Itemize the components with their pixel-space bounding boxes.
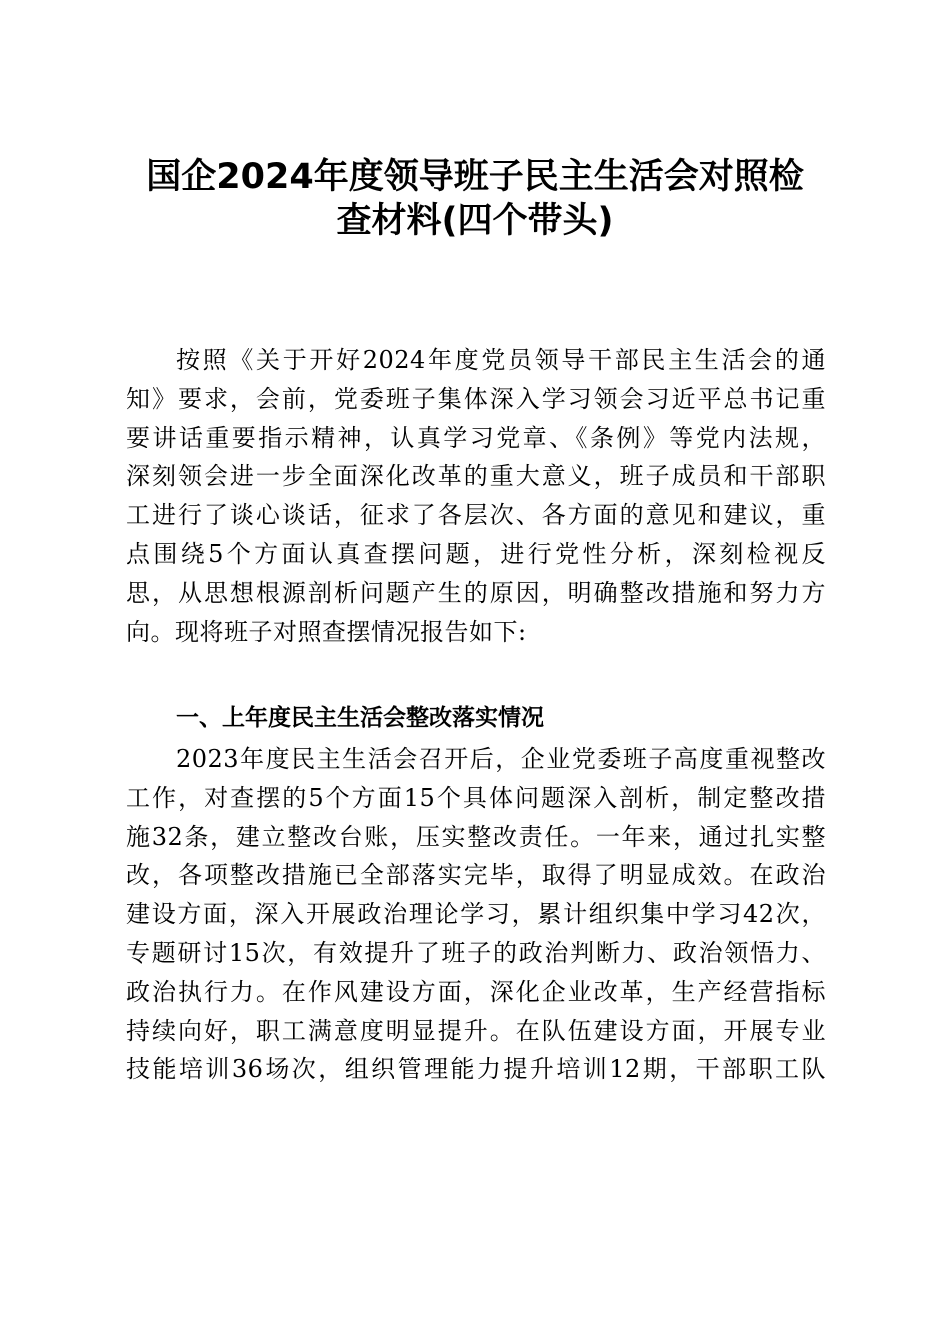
paragraph-line: 改，各项整改措施已全部落实完毕，取得了明显成效。在政治 [126, 861, 826, 890]
paragraph-line: 工进行了谈心谈话，征求了各层次、各方面的意见和建议，重 [126, 501, 826, 530]
paragraph-line: 点围绕5个方面认真查摆问题，进行党性分析，深刻检视反 [126, 539, 826, 568]
paragraph-line: 思，从思想根源剖析问题产生的原因，明确整改措施和努力方 [126, 578, 826, 607]
document-title-line-1: 国企2024年度领导班子民主生活会对照检 [146, 157, 804, 197]
section-heading-1: 一、上年度民主生活会整改落实情况 [176, 705, 544, 731]
section-1-paragraph [126, 740, 826, 1089]
paragraph-line: 2023年度民主生活会召开后，企业党委班子高度重视整改 [176, 745, 826, 773]
paragraph-line: 向。现将班子对照查摆情况报告如下: [126, 617, 527, 646]
paragraph-line: 持续向好，职工满意度明显提升。在队伍建设方面，开展专业 [126, 1016, 826, 1045]
intro-paragraph [126, 341, 826, 651]
paragraph-line: 按照《关于开好2024年度党员领导干部民主生活会的通 [176, 346, 826, 374]
paragraph-line: 建设方面，深入开展政治理论学习，累计组织集中学习42次， [126, 900, 826, 929]
paragraph-line: 深刻领会进一步全面深化改革的重大意义，班子成员和干部职 [126, 462, 826, 491]
paragraph-line: 要讲话重要指示精神，认真学习党章、《条例》等党内法规， [126, 423, 826, 452]
paragraph-line: 知》要求，会前，党委班子集体深入学习领会习近平总书记重 [126, 384, 826, 413]
paragraph-line: 政治执行力。在作风建设方面，深化企业改革，生产经营指标 [126, 977, 826, 1006]
paragraph-line: 技能培训36场次，组织管理能力提升培训12期，干部职工队 [126, 1055, 826, 1084]
paragraph-line: 专题研讨15次，有效提升了班子的政治判断力、政治领悟力、 [126, 938, 826, 967]
paragraph-line: 施32条，建立整改台账，压实整改责任。一年来，通过扎实整 [126, 822, 826, 851]
document-title-line-2: 查材料(四个带头) [336, 201, 614, 241]
paragraph-line: 工作，对查摆的5个方面15个具体问题深入剖析，制定整改措 [126, 783, 826, 812]
